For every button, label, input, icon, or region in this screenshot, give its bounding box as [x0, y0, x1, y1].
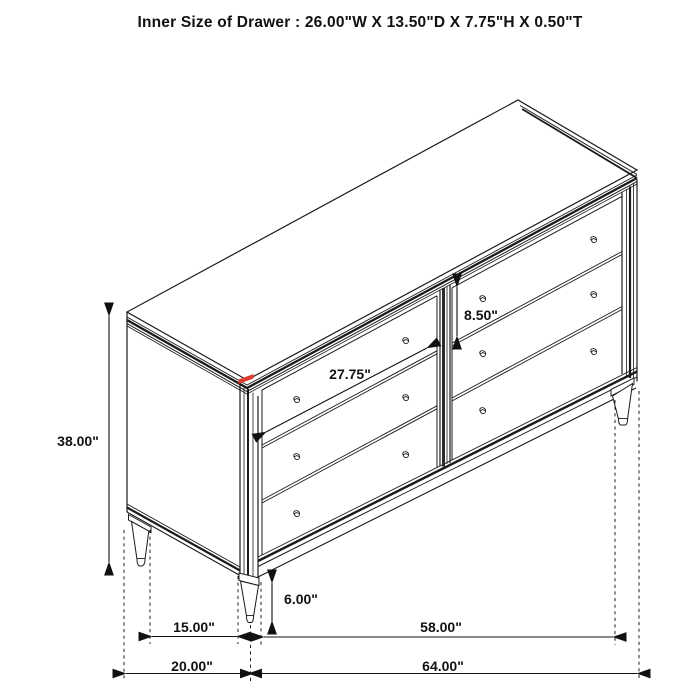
- cabinet-top-surface: [127, 100, 637, 380]
- drawer-knob-icon: [402, 451, 409, 458]
- front-right-corner-post: [622, 180, 637, 382]
- label-front-leg-span: 58.00": [420, 619, 462, 635]
- drawer-knob-icon: [590, 236, 597, 243]
- front-left-corner-post: [239, 374, 259, 584]
- cabinet-drawing: [127, 100, 637, 623]
- drawer-knob-icon: [293, 453, 300, 460]
- drawer-knob-icon: [479, 295, 486, 302]
- drawer-knob-icon: [293, 396, 300, 403]
- label-drawer-front-height: 8.50": [464, 307, 498, 323]
- label-overall-width: 64.00": [422, 658, 464, 674]
- leg-front-left: [239, 573, 259, 623]
- drawer-knob-icon: [402, 337, 409, 344]
- drawer-knob-icon: [479, 350, 486, 357]
- dimension-line-drawer-opening-width: [266, 348, 427, 432]
- leg-back-left: [129, 515, 152, 567]
- drawer-knob-icon: [293, 510, 300, 517]
- label-drawer-opening-width: 27.75": [329, 366, 371, 382]
- center-divider: [440, 285, 450, 467]
- label-overall-height: 38.00": [57, 433, 99, 449]
- leg-front-right: [611, 378, 634, 425]
- drawer-knob-icon: [590, 291, 597, 298]
- label-side-leg-span: 15.00": [173, 619, 215, 635]
- label-overall-depth: 20.00": [171, 658, 213, 674]
- diagram-title: Inner Size of Drawer : 26.00"W X 13.50"D X 7.75"H X 0.50"T: [137, 14, 583, 31]
- drawer-knob-icon: [402, 394, 409, 401]
- drawer-knob-icon: [479, 407, 486, 414]
- drawer-knob-icon: [590, 348, 597, 355]
- label-leg-height: 6.00": [284, 591, 318, 607]
